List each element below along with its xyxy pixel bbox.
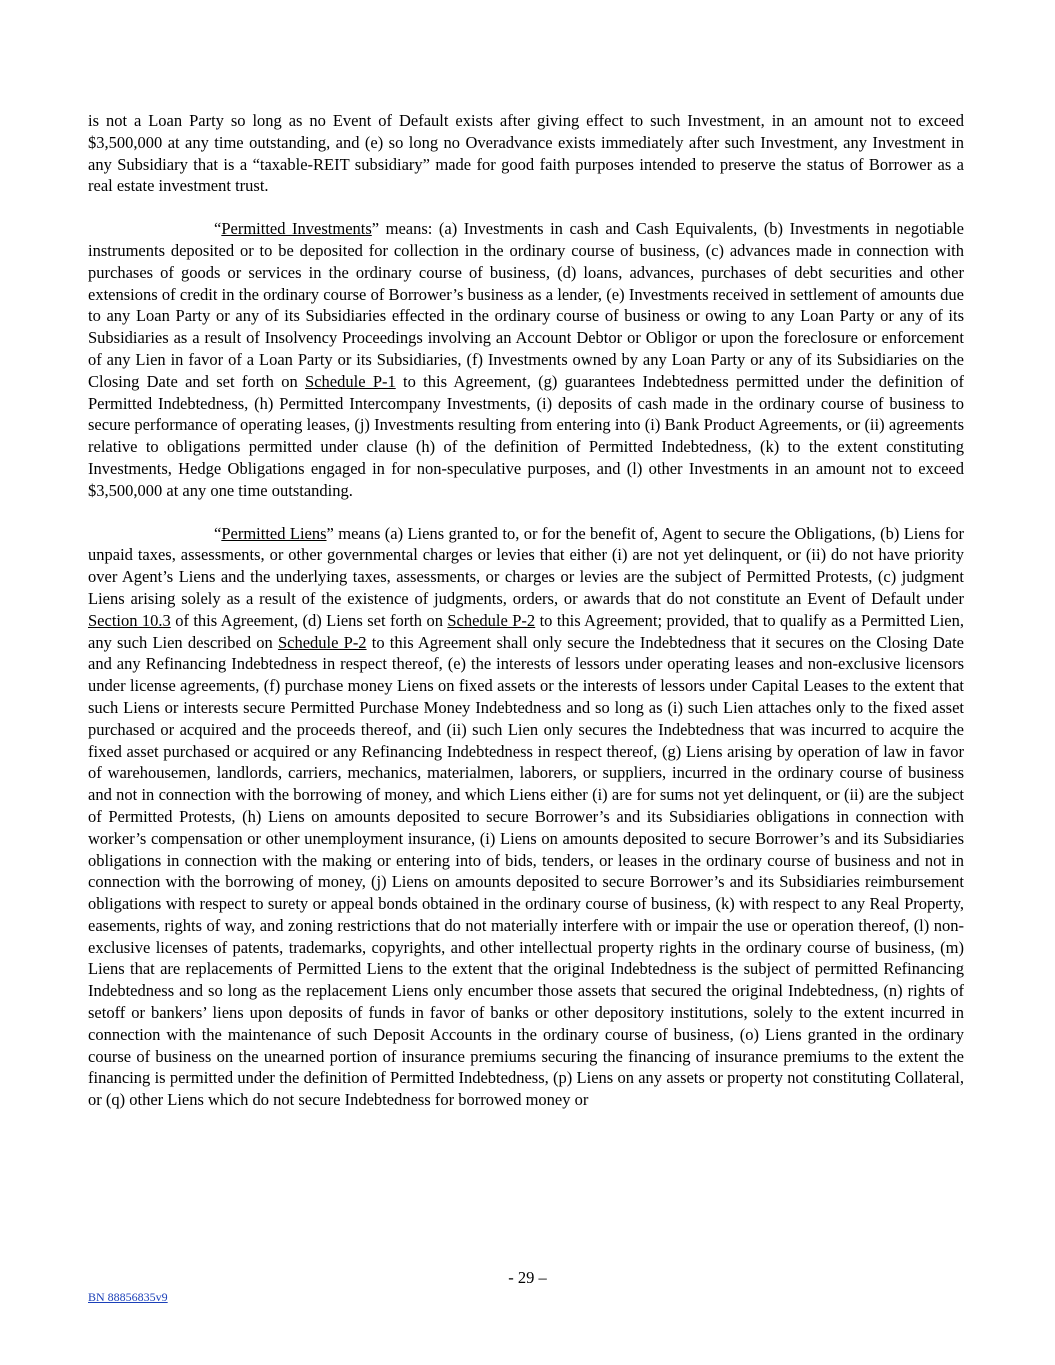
open-quote: “ (214, 219, 222, 239)
definition-text: to this Agreement shall only secure the Indebtedness that it secures on the Closing Date and any Refinancing Indebtedness in respect thereof, (e) the interests of lessors under operating leases and non-exclusive licensors under license agreements, (f) purchase money Liens on fixed assets or the interests of lessors under Capital Leases to the extent that such Liens or interests secure Permitted Purchase Money Indebtedness and so long as (i) such Lien attaches only to the fixed asset purchased or acquired and the proceeds thereof, and (ii) such Lien only secures the Indebtedness that was incurred to acquire the fixed asset purchased or acquired or any Refinancing Indebtedness in respect thereof, (g) Liens arising by operation of law in favor of warehousemen, landlords, carriers, mechanics, materialmen, laborers, or suppliers, incurred in the ordinary course of business and not in connection with the borrowing of money, and which Liens either (i) are for sums not yet delinquent, or (ii) are the subject of Permitted Protests, (h) Liens on amounts deposited to secure Borrower’s and its Subsidiaries obligations in connection with worker’s compensation or other unemployment insurance, (i) Liens on amounts deposited to secure Borrower’s and its Subsidiaries obligations in connection with the making or entering into of bids, tenders, or leases in the ordinary course of business and not in connection with the borrowing of money, (j) Liens on amounts deposited to secure Borrower’s and its Subsidiaries reimbursement obligations with respect to surety or appeal bonds obtained in the ordinary course of business, (k) with respect to any Real Property, easements, rights of way, and zoning restrictions that do not materially interfere with or impair the use or operation thereof, (l) non-exclusive licenses of patents, trademarks, copyrights, and other intellectual property rights in the ordinary course of business, (m) Liens that are replacements of Permitted Liens to the extent that the original Indebtedness is the subject of permitted Refinancing Indebtedness and so long as the replacement Liens only encumber those assets that secured the original Indebtedness, (n) rights of setoff or bankers’ liens upon deposits of funds in favor of banks or other depository institutions, solely to the extent incurred in connection with the maintenance of such Deposit Accounts in the ordinary course of business, (o) Liens granted in the ordinary course of business on the unearned portion of insurance premiums securing the financing of insurance premiums to the extent the financing is permitted under the definition of Permitted Indebtedness, (p) Liens on any assets or property not constituting Collateral, or (q) other Liens which do not secure Indebtedness for borrowed money or (88, 632, 964, 1110)
paragraph-permitted-investments (88, 218, 964, 501)
paragraph-investment-continuation: is not a Loan Party so long as no Event of Default exists after giving effect to such Investment, in an amount not to exceed $3,500,000 at any time outstanding, and (e) so long no Overadvance exists immediately after such Investment, any Investment in any Subsidiary that is a “taxable-REIT subsidiary” made for good faith purposes intended to preserve the status of Borrower as a real estate investment trust. (88, 111, 964, 196)
definition-text: of this Agreement, (d) Liens set forth on (170, 610, 448, 630)
document-body (88, 110, 964, 1132)
definition-text: to this Agreement; provided, that to qualify as a Permitted Lien, any such Lien described on (88, 610, 964, 652)
schedule-p2-reference: Schedule P-2 (447, 610, 536, 630)
schedule-p2-reference: Schedule P-2 (277, 632, 367, 652)
paragraph-permitted-liens (88, 523, 964, 1112)
document-id-link[interactable]: BN 88856835v9 (88, 1290, 168, 1304)
section-10-3-reference: Section 10.3 (88, 610, 171, 630)
defined-term-permitted-investments: Permitted Investments (221, 219, 372, 239)
definition-text: to this Agreement, (g) guarantees Indebtedness permitted under the definition of Permitted Indebtedness, (h) Permitted Intercompany Investments, (i) deposits of cash made in the ordinary course of business to secure performance of operating leases, (j) Investments resulting from entering into (i) Bank Product Agreements, or (ii) agreements relative to obligations permitted under clause (h) of the definition of Permitted Indebtedness, (k) to the extent constituting Investments, Hedge Obligations engaged in for non-speculative purposes, and (l) other Investments in an amount not to exceed $3,500,000 at any one time outstanding. (88, 371, 965, 500)
definition-text: ” means (a) Liens granted to, or for the benefit of, Agent to secure the Obligations, (b) Liens for unpaid taxes, assessments, or other governmental charges or levies that either (i) are not yet delinquent, or (ii) do not have priority over Agent’s Liens and the underlying taxes, assessments, or charges or levies are the subject of Permitted Protests, (c) judgment Liens arising solely as a result of the existence of judgments, orders, or awards that do not constitute an Event of Default under (88, 523, 964, 608)
definition-text: ” means: (a) Investments in cash and Cash Equivalents, (b) Investments in negotiable instruments deposited or to be deposited for collection in the ordinary course of business, (c) advances made in connection with purchases of goods or services in the ordinary course of business, (d) loans, advances, purchases of debt securities and other extensions of credit in the ordinary course of Borrower’s business as a lender, (e) Investments received in settlement of amounts due to any Loan Party or any of its Subsidiaries effected in the ordinary course of business or owing to any Loan Party or any of its Subsidiaries as a result of Insolvency Proceedings involving an Account Debtor or Obligor or upon the foreclosure or enforcement of any Lien in favor of a Loan Party or its Subsidiaries, (f) Investments owned by any Loan Party or any of its Subsidiaries on the Closing Date and set forth on (88, 219, 964, 391)
open-quote: “ (214, 523, 222, 543)
page-number: - 29 – (508, 1268, 547, 1287)
schedule-p1-reference: Schedule P-1 (305, 371, 396, 391)
defined-term-permitted-liens: Permitted Liens (221, 523, 327, 543)
